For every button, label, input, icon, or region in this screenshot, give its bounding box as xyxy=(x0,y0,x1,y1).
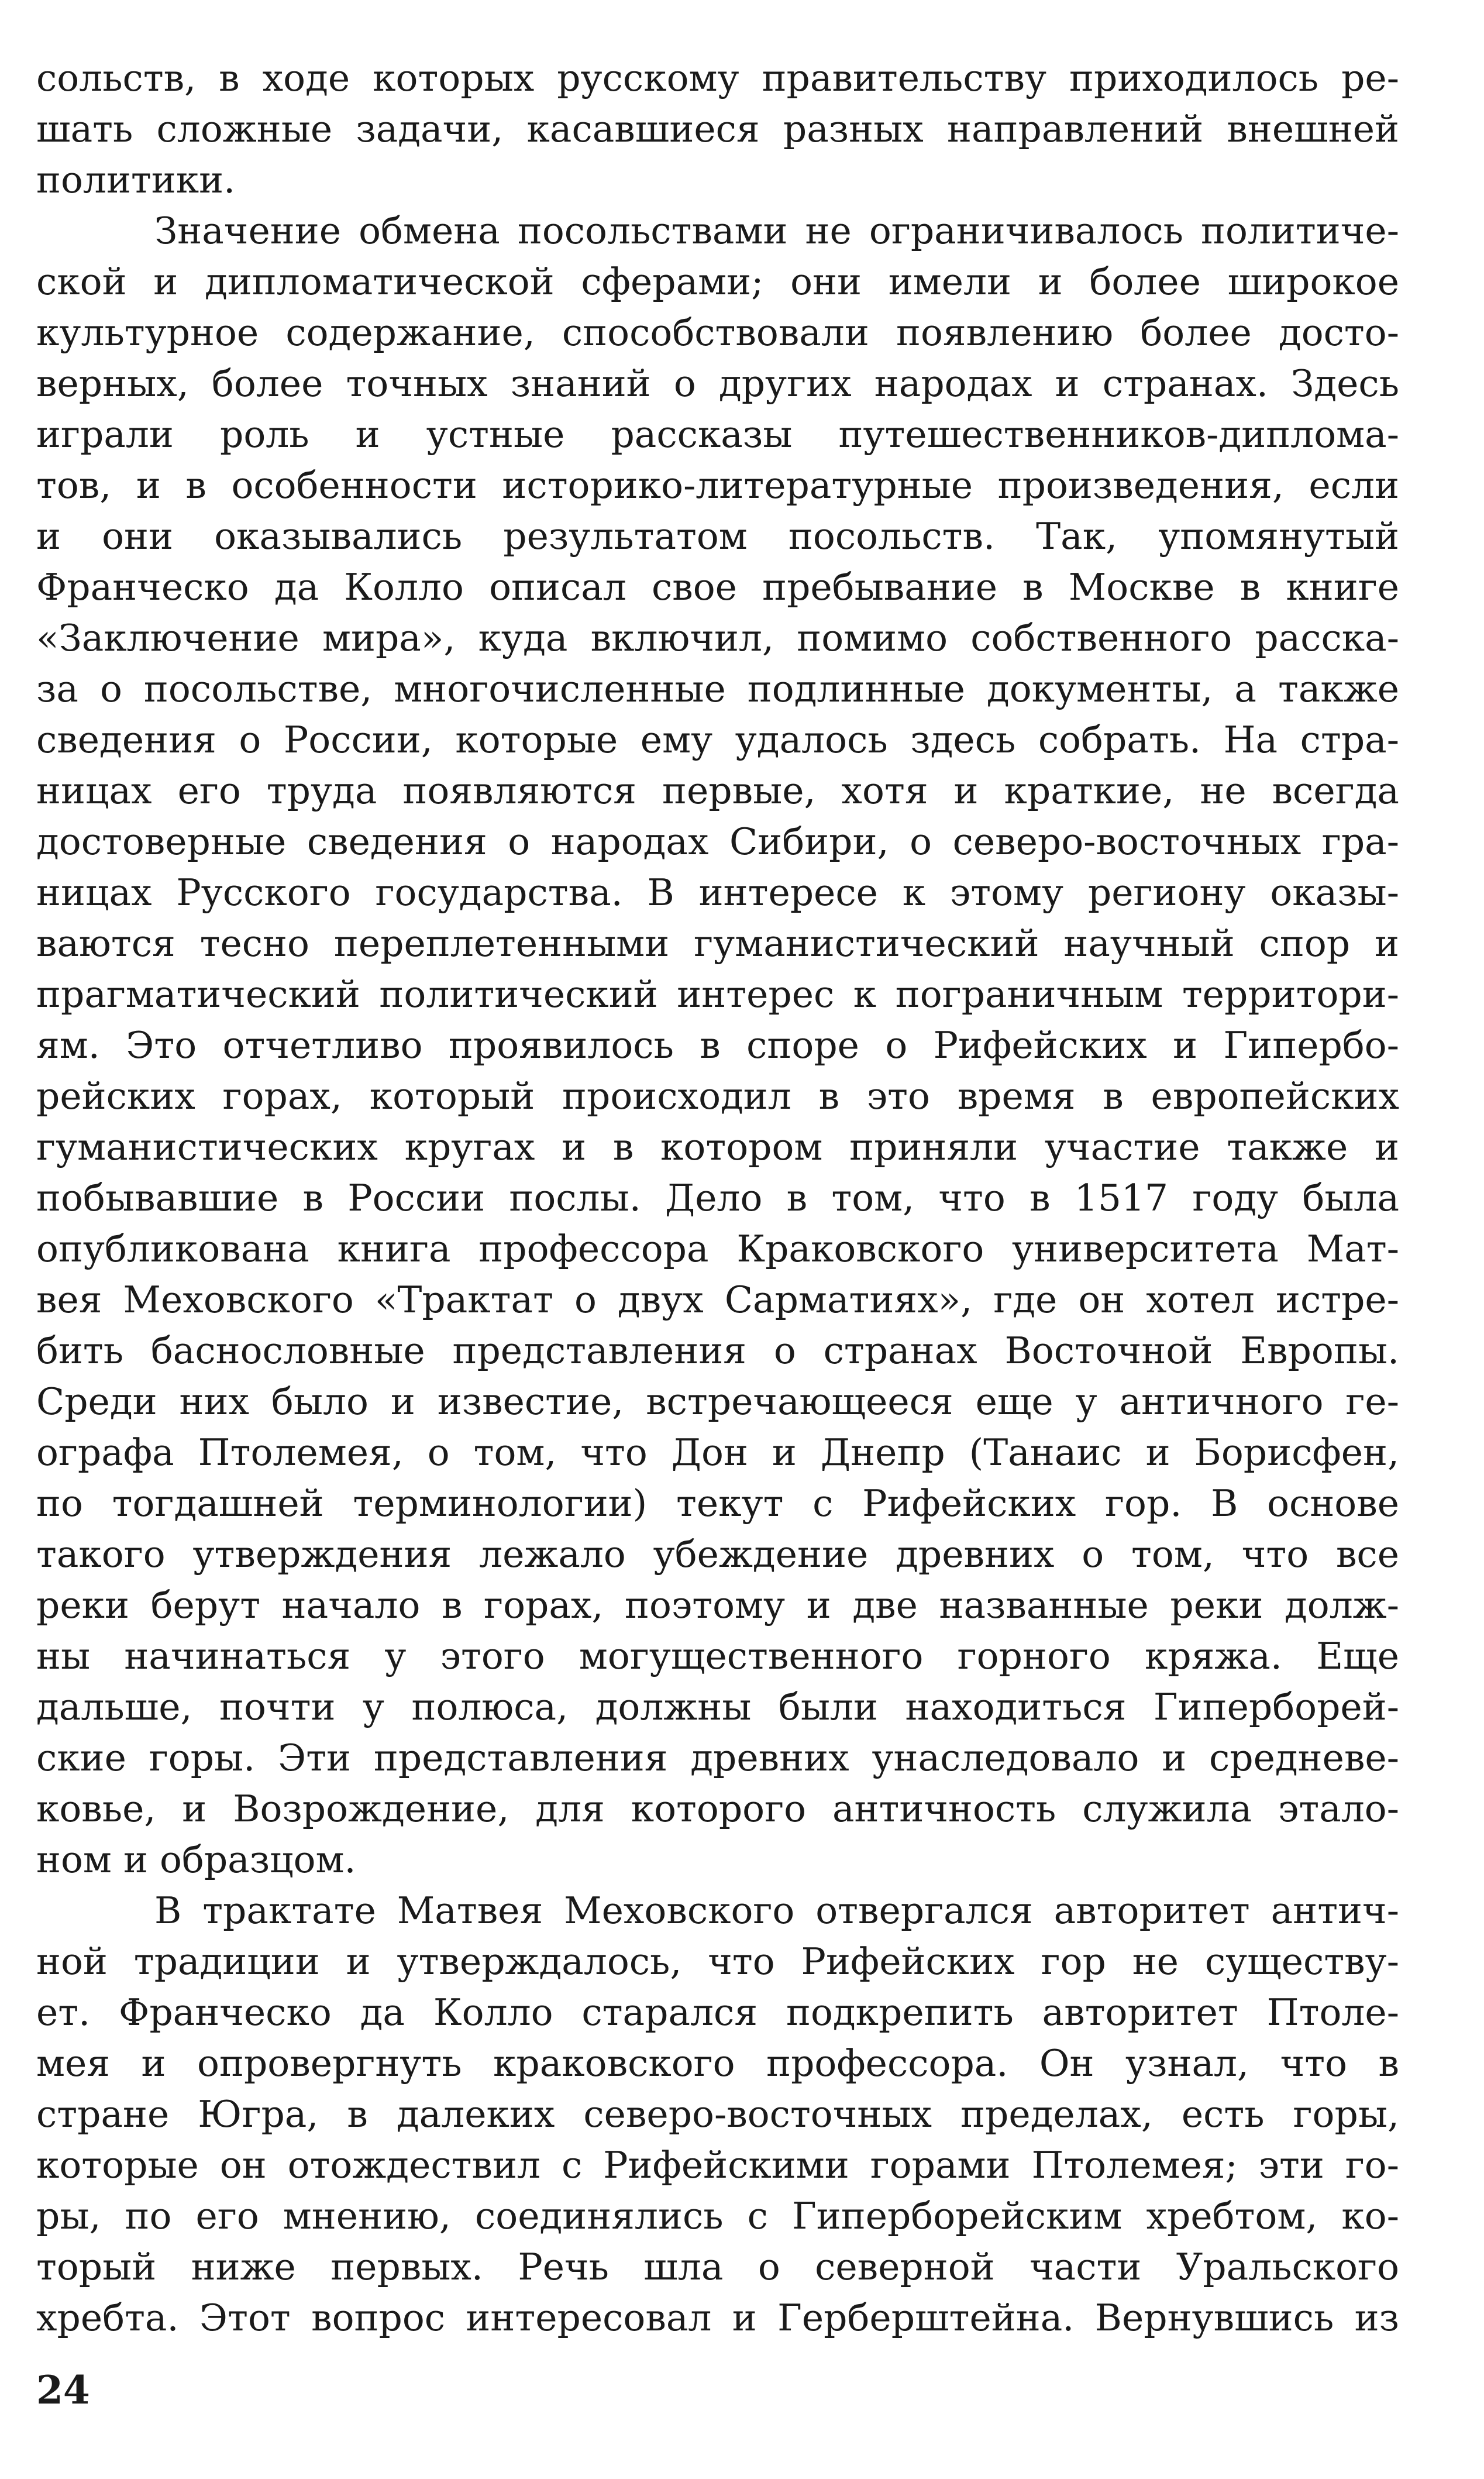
text-line: хребта. Этот вопрос интересовал и Герберштейна. Вернувшись из xyxy=(36,2296,1399,2339)
text-line: политики. xyxy=(36,159,236,201)
text-line: ной традиции и утверждалось, что Рифейских гор не существу- xyxy=(36,1940,1399,1983)
page-number: 24 xyxy=(36,2367,90,2413)
text-line: шать сложные задачи, касавшиеся разных направлений внешней xyxy=(36,108,1399,150)
text-line: прагматический политический интерес к пограничным территори- xyxy=(36,973,1399,1016)
text-line: торый ниже первых. Речь шла о северной части Уральского xyxy=(36,2246,1399,2288)
text-line: «Заключение мира», куда включил, помимо собственного расска- xyxy=(36,617,1399,659)
text-line: тов, и в особенности историко-литературные произведения, если xyxy=(36,464,1399,507)
text-line: дальше, почти у полюса, должны были находиться Гиперборей- xyxy=(36,1686,1399,1728)
text-line: рейских горах, который происходил в это время в европейских xyxy=(36,1075,1399,1118)
text-line: ваются тесно переплетенными гуманистический научный спор и xyxy=(36,922,1399,965)
text-line: достоверные сведения о народах Сибири, о северо-восточных гра- xyxy=(36,820,1399,863)
text-line: ницах его труда появляются первые, хотя и краткие, не всегда xyxy=(36,769,1399,812)
text-line: ет. Франческо да Колло старался подкрепить авторитет Птоле- xyxy=(36,1991,1399,2034)
text-line: вея Меховского «Трактат о двух Сарматиях», где он хотел истре- xyxy=(36,1278,1399,1321)
text-line: бить баснословные представления о странах Восточной Европы. xyxy=(36,1329,1399,1372)
text-line: ям. Это отчетливо проявилось в споре о Рифейских и Гипербо- xyxy=(36,1024,1399,1067)
text-line: ские горы. Эти представления древних унаследовало и средневе- xyxy=(36,1737,1399,1779)
text-line: сольств, в ходе которых русскому правительству приходилось ре- xyxy=(36,57,1399,99)
text-line: В трактате Матвея Меховского отвергался авторитет антич- xyxy=(154,1889,1399,1932)
text-line: опубликована книга профессора Краковского университета Мат- xyxy=(36,1228,1399,1270)
text-line: верных, более точных знаний о других народах и странах. Здесь xyxy=(36,362,1399,405)
text-line: такого утверждения лежало убеждение древних о том, что все xyxy=(36,1533,1399,1576)
text-line: гуманистических кругах и в котором приняли участие также и xyxy=(36,1126,1399,1168)
text-line: по тогдашней терминологии) текут с Рифейских гор. В основе xyxy=(36,1482,1399,1525)
text-line: играли роль и устные рассказы путешественников-диплома- xyxy=(36,413,1399,456)
text-line: ницах Русского государства. В интересе к этому региону оказы- xyxy=(36,871,1399,914)
text-line: мея и опровергнуть краковского профессора. Он узнал, что в xyxy=(36,2042,1399,2085)
text-line: Франческо да Колло описал свое пребывание в Москве в книге xyxy=(36,566,1399,608)
text-line: ры, по его мнению, соединялись с Гиперборейским хребтом, ко- xyxy=(36,2195,1399,2237)
body-text xyxy=(36,53,1399,2343)
text-line: побывавшие в России послы. Дело в том, что в 1517 году была xyxy=(36,1177,1399,1219)
text-line: ской и дипломатической сферами; они имели и более широкое xyxy=(36,260,1399,303)
text-line: ны начинаться у этого могущественного горного кряжа. Еще xyxy=(36,1635,1399,1677)
text-line: Значение обмена посольствами не ограничивалось политиче- xyxy=(154,209,1399,252)
text-line: Среди них было и известие, встречающееся еще у античного ге- xyxy=(36,1380,1399,1423)
text-line: за о посольстве, многочисленные подлинные документы, а также xyxy=(36,668,1399,710)
text-line: ковье, и Возрождение, для которого античность служила этало- xyxy=(36,1787,1399,1830)
text-line: стране Югра, в далеких северо-восточных пределах, есть горы, xyxy=(36,2093,1399,2136)
text-line: и они оказывались результатом посольств. Так, упомянутый xyxy=(36,515,1399,558)
text-line: сведения о России, которые ему удалось здесь собрать. На стра- xyxy=(36,718,1399,761)
text-line: реки берут начало в горах, поэтому и две названные реки долж- xyxy=(36,1584,1399,1627)
text-line: культурное содержание, способствовали появлению более досто- xyxy=(36,311,1399,354)
text-line: которые он отождествил с Рифейскими горами Птолемея; эти го- xyxy=(36,2144,1399,2186)
text-line: ном и образцом. xyxy=(36,1838,356,1881)
text-line: ографа Птолемея, о том, что Дон и Днепр (Танаис и Борисфен, xyxy=(36,1431,1399,1474)
